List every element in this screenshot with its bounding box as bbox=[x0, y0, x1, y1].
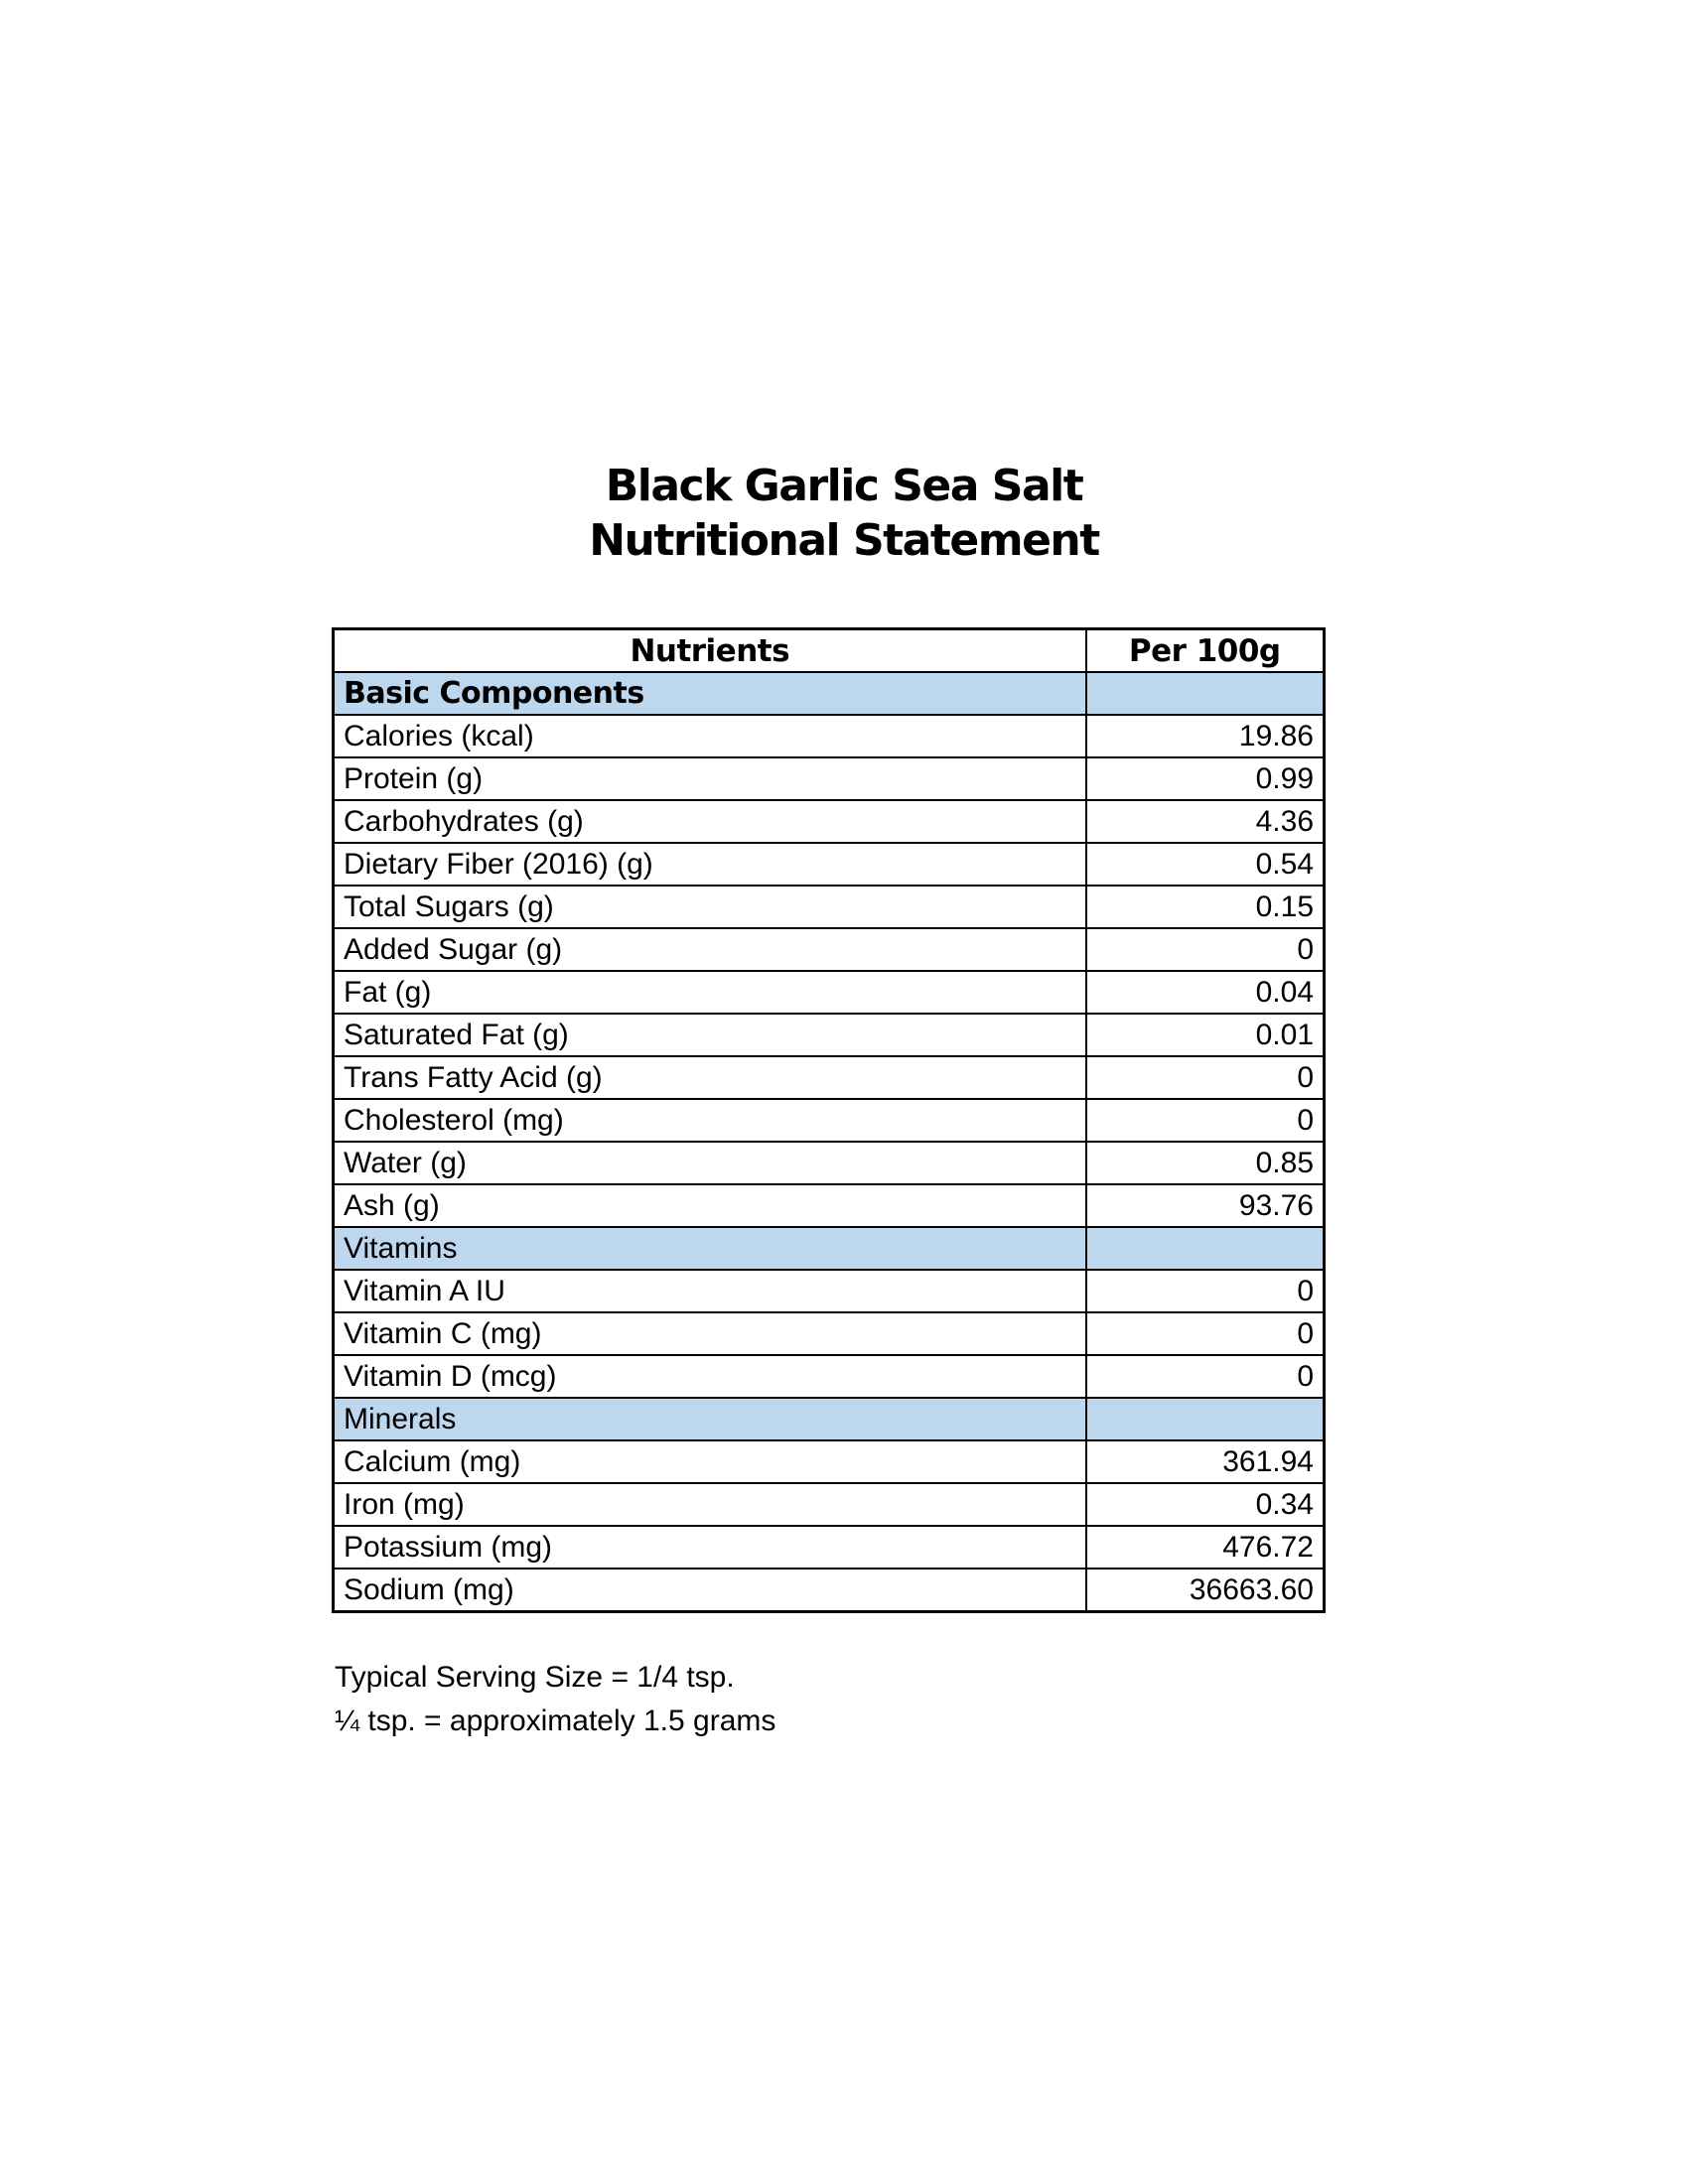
table-row bbox=[334, 843, 1325, 886]
nutrient-value: 0.01 bbox=[1086, 1014, 1325, 1056]
nutrient-label: Saturated Fat (g) bbox=[334, 1014, 1086, 1056]
nutrient-value: 0.99 bbox=[1086, 757, 1325, 800]
serving-size-line1: Typical Serving Size = 1/4 tsp. bbox=[335, 1661, 735, 1694]
table-row bbox=[334, 715, 1325, 757]
section-value-cell bbox=[1086, 1398, 1325, 1440]
table-row bbox=[334, 928, 1325, 971]
nutrient-value: 361.94 bbox=[1086, 1440, 1325, 1483]
table-row bbox=[334, 800, 1325, 843]
nutrient-label: Vitamin D (mcg) bbox=[334, 1355, 1086, 1398]
nutrient-value: 0 bbox=[1086, 1056, 1325, 1099]
table-header-row bbox=[334, 629, 1325, 673]
nutrient-value: 0.34 bbox=[1086, 1483, 1325, 1526]
nutrient-label: Trans Fatty Acid (g) bbox=[334, 1056, 1086, 1099]
nutrient-label: Added Sugar (g) bbox=[334, 928, 1086, 971]
table-row bbox=[334, 1056, 1325, 1099]
section-header-row bbox=[334, 1398, 1325, 1440]
nutrient-value: 0.04 bbox=[1086, 971, 1325, 1014]
table-row bbox=[334, 886, 1325, 928]
document-title-line2: Nutritional Statement bbox=[589, 515, 1099, 566]
nutrient-value: 4.36 bbox=[1086, 800, 1325, 843]
nutrient-label: Calcium (mg) bbox=[334, 1440, 1086, 1483]
nutrient-value: 0.54 bbox=[1086, 843, 1325, 886]
nutrient-label: Iron (mg) bbox=[334, 1483, 1086, 1526]
nutrition-table bbox=[332, 627, 1326, 1613]
nutrient-value: 0 bbox=[1086, 1312, 1325, 1355]
table-row bbox=[334, 1440, 1325, 1483]
nutrient-value: 0.85 bbox=[1086, 1142, 1325, 1184]
section-header-row bbox=[334, 672, 1325, 715]
table-row bbox=[334, 1184, 1325, 1227]
nutrient-label: Vitamin A IU bbox=[334, 1270, 1086, 1312]
table-row bbox=[334, 1014, 1325, 1056]
table-row bbox=[334, 1270, 1325, 1312]
nutrient-label: Calories (kcal) bbox=[334, 715, 1086, 757]
nutrient-label: Total Sugars (g) bbox=[334, 886, 1086, 928]
section-label: Vitamins bbox=[334, 1227, 1086, 1270]
table-row bbox=[334, 1526, 1325, 1569]
table-row bbox=[334, 1483, 1325, 1526]
nutrient-label: Vitamin C (mg) bbox=[334, 1312, 1086, 1355]
column-header-per-100g: Per 100g bbox=[1086, 629, 1325, 673]
section-value-cell bbox=[1086, 1227, 1325, 1270]
nutrient-label: Sodium (mg) bbox=[334, 1569, 1086, 1612]
table-row bbox=[334, 1569, 1325, 1612]
nutrient-label: Ash (g) bbox=[334, 1184, 1086, 1227]
nutrient-value: 19.86 bbox=[1086, 715, 1325, 757]
column-header-nutrients: Nutrients bbox=[334, 629, 1086, 673]
table-row bbox=[334, 971, 1325, 1014]
nutrient-value: 0 bbox=[1086, 928, 1325, 971]
table-row bbox=[334, 1099, 1325, 1142]
nutrient-label: Fat (g) bbox=[334, 971, 1086, 1014]
nutrient-label: Potassium (mg) bbox=[334, 1526, 1086, 1569]
nutrient-label: Carbohydrates (g) bbox=[334, 800, 1086, 843]
nutrient-value: 0.15 bbox=[1086, 886, 1325, 928]
table-row bbox=[334, 1142, 1325, 1184]
nutrient-value: 36663.60 bbox=[1086, 1569, 1325, 1612]
nutrient-value: 476.72 bbox=[1086, 1526, 1325, 1569]
table-row bbox=[334, 1355, 1325, 1398]
nutrient-value: 0 bbox=[1086, 1099, 1325, 1142]
nutrient-value: 0 bbox=[1086, 1355, 1325, 1398]
serving-size-line2: ¼ tsp. = approximately 1.5 grams bbox=[335, 1705, 776, 1737]
nutrient-label: Protein (g) bbox=[334, 757, 1086, 800]
nutrition-table-body bbox=[334, 672, 1325, 1612]
document-title bbox=[0, 459, 1688, 568]
section-label: Minerals bbox=[334, 1398, 1086, 1440]
table-row bbox=[334, 1312, 1325, 1355]
nutrient-label: Water (g) bbox=[334, 1142, 1086, 1184]
table-row bbox=[334, 757, 1325, 800]
section-value-cell bbox=[1086, 672, 1325, 715]
section-label: Basic Components bbox=[334, 672, 1086, 715]
nutrient-label: Dietary Fiber (2016) (g) bbox=[334, 843, 1086, 886]
nutrient-value: 0 bbox=[1086, 1270, 1325, 1312]
nutrient-label: Cholesterol (mg) bbox=[334, 1099, 1086, 1142]
nutrient-value: 93.76 bbox=[1086, 1184, 1325, 1227]
document-title-line1: Black Garlic Sea Salt bbox=[605, 461, 1083, 511]
section-header-row bbox=[334, 1227, 1325, 1270]
serving-size-note bbox=[335, 1656, 775, 1743]
